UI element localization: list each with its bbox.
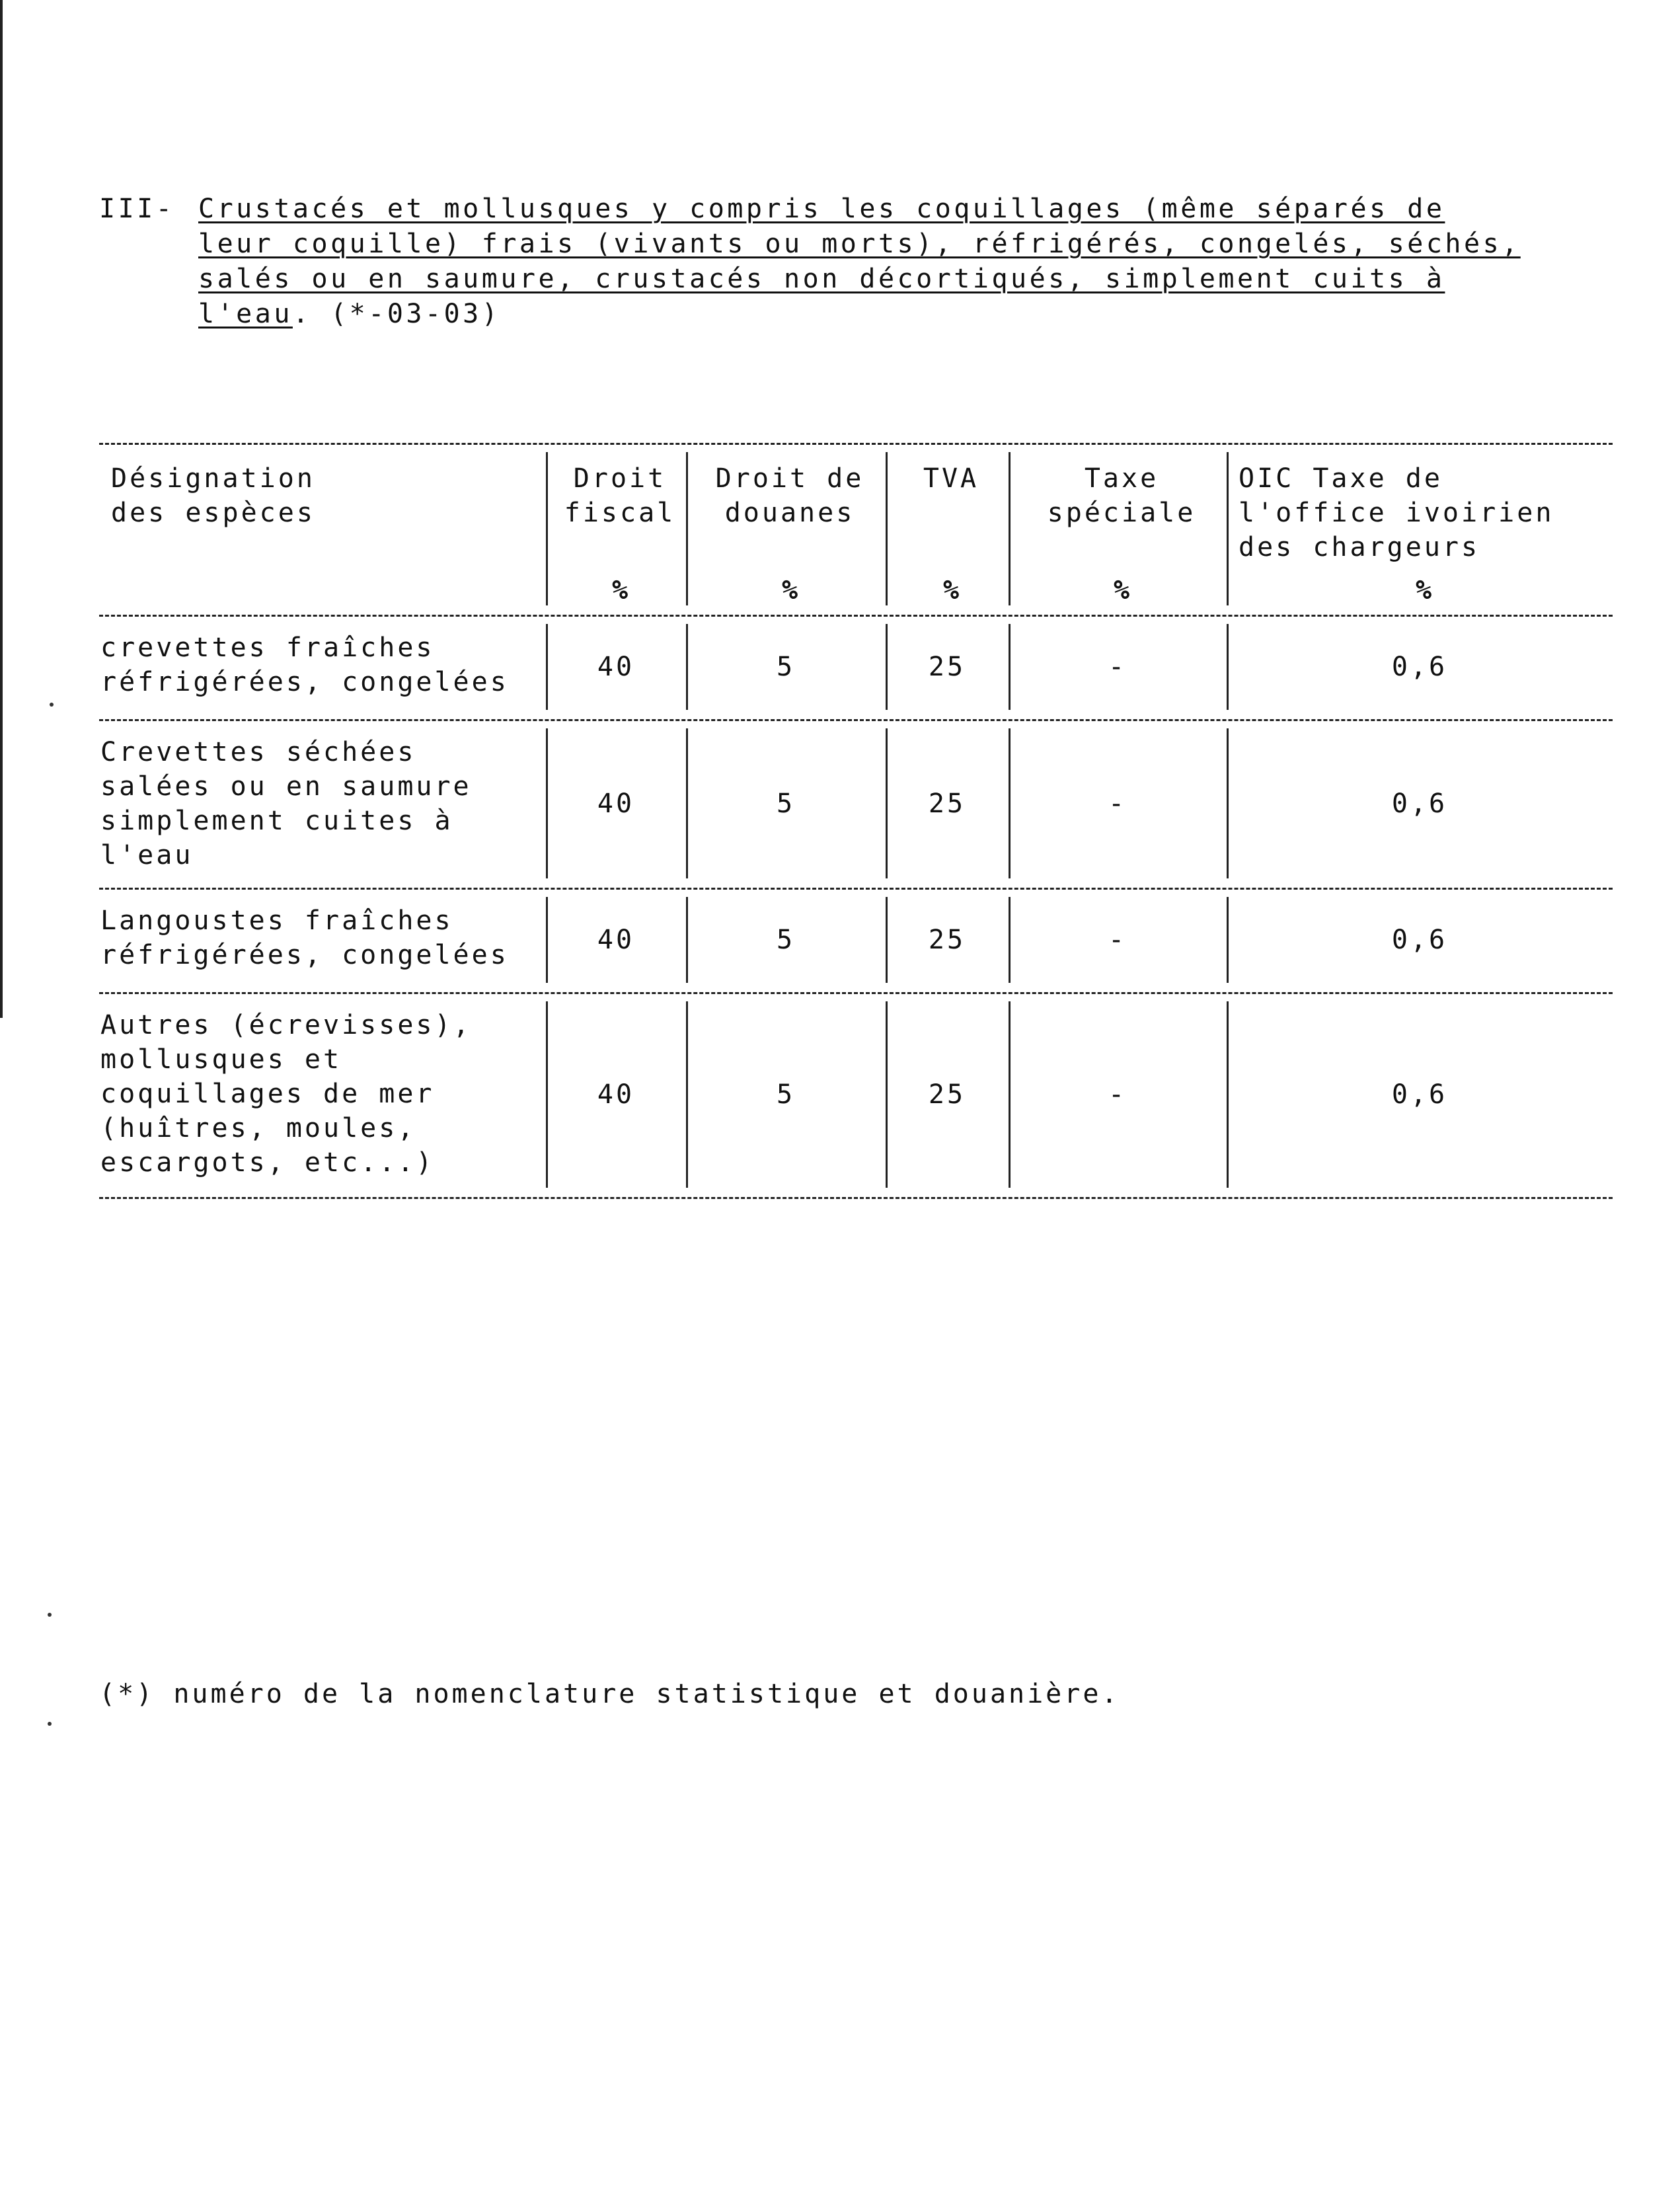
row-designation: coquillages de mer [100,1079,435,1109]
scan-edge [0,0,3,1018]
row-designation: Autres (écrevisses), [100,1010,472,1040]
row-rule [99,719,1613,721]
cell-droit-fiscal: 40 [597,788,635,819]
row-rule [99,1197,1613,1199]
cell-droit-douanes: 5 [776,1079,796,1110]
column-separator [686,452,688,605]
cell-droit-fiscal: 40 [597,925,635,955]
cell-droit-douanes: 5 [776,652,796,682]
title-line: leur coquille) frais (vivants ou morts), réfrigérés, congelés, séchés, [198,229,1521,259]
cell-droit-fiscal: 40 [597,1079,635,1110]
column-unit: % [1113,575,1130,605]
cell-taxe-speciale: - [1108,1079,1127,1110]
column-header: fiscal [564,498,676,528]
cell-oic: 0,6 [1391,925,1448,955]
row-designation: réfrigérées, congelées [100,667,509,697]
row-designation: (huîtres, moules, [100,1113,416,1143]
column-header: des chargeurs [1239,532,1480,562]
section-number: III- [99,194,175,224]
row-designation: réfrigérées, congelées [100,940,509,970]
row-rule [99,888,1613,890]
cell-oic: 0,6 [1391,652,1448,682]
column-unit: % [1415,575,1432,605]
row-rule [99,992,1613,994]
column-unit: % [781,575,798,605]
title-suffix: . (*-03-03) [292,299,501,329]
cell-taxe-speciale: - [1108,788,1127,819]
column-header: Désignation [111,463,315,494]
section-title [198,192,1521,332]
column-header: douanes [724,498,855,528]
cell-tva: 25 [928,788,966,819]
cell-tva: 25 [928,652,966,682]
column-header: TVA [923,463,979,494]
column-header: des espèces [111,498,315,528]
column-header: Droit de [715,463,864,494]
column-header: Taxe [1084,463,1159,494]
scan-speck [50,703,54,707]
title-line: Crustacés et mollusques y compris les coquillages (même séparés de [198,194,1445,224]
column-unit: % [611,575,629,605]
column-unit: % [942,575,960,605]
row-designation: Crevettes séchées [100,737,416,767]
row-designation: crevettes fraîches [100,633,435,663]
cell-taxe-speciale: - [1108,925,1127,955]
cell-droit-douanes: 5 [776,925,796,955]
column-header: Droit [573,463,667,494]
column-separator [1227,452,1229,605]
row-designation: escargots, etc...) [100,1147,435,1178]
row-designation: salées ou en saumure [100,771,472,802]
cell-droit-douanes: 5 [776,788,796,819]
column-header: l'office ivoirien [1239,498,1554,528]
row-designation: Langoustes fraîches [100,906,453,936]
row-designation: l'eau [100,840,194,870]
cell-tva: 25 [928,1079,966,1110]
column-separator [886,452,888,605]
row-designation: simplement cuites à [100,806,453,836]
column-separator [1009,452,1011,605]
title-line: salés ou en saumure, crustacés non décortiqués, simplement cuits à [198,264,1445,294]
table-top-rule [99,443,1613,445]
scan-speck [48,1613,52,1617]
cell-tva: 25 [928,925,966,955]
cell-taxe-speciale: - [1108,652,1127,682]
column-header: OIC Taxe de [1239,463,1443,494]
cell-droit-fiscal: 40 [597,652,635,682]
scan-speck [48,1722,52,1726]
row-rule [99,615,1613,617]
column-header: spéciale [1047,498,1196,528]
cell-oic: 0,6 [1391,788,1448,819]
title-line: l'eau [198,299,293,329]
row-designation: mollusques et [100,1044,342,1075]
column-separator [546,452,548,605]
cell-oic: 0,6 [1391,1079,1448,1110]
footnote: (*) numéro de la nomenclature statistique et douanière. [99,1679,1120,1709]
